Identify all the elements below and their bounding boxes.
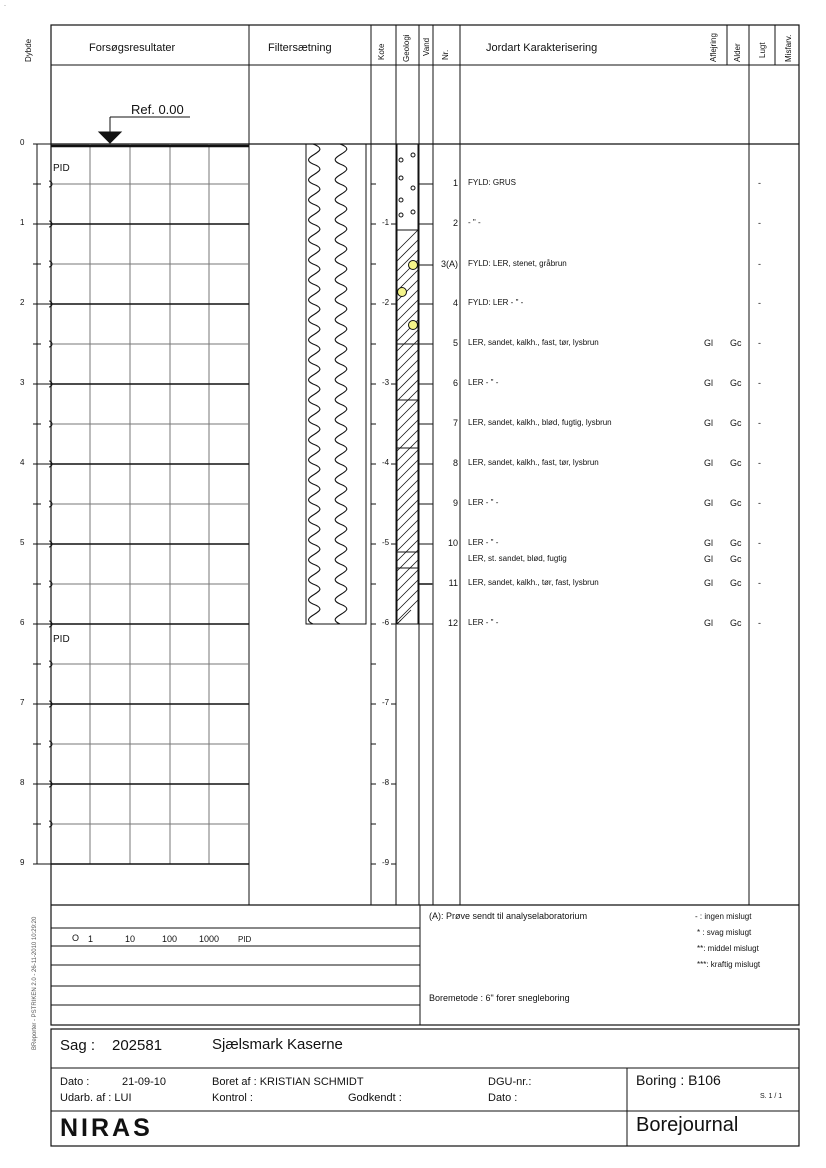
misfarv-header: Misfarv. bbox=[784, 34, 793, 62]
clay-hatch bbox=[397, 440, 418, 461]
legend-middel: **: middel mislugt bbox=[697, 944, 759, 953]
sample-aflejring: Gl bbox=[704, 578, 713, 588]
sample-number: 3(A) bbox=[440, 259, 458, 269]
pid-scale-tick-100: 100 bbox=[162, 934, 178, 944]
clay-hatch bbox=[397, 450, 418, 471]
clay-hatch bbox=[397, 600, 418, 621]
depth-tick-label: 4 bbox=[20, 458, 25, 467]
sample-lugt: - bbox=[758, 298, 761, 308]
jordart-header: Jordart Karakterisering bbox=[486, 42, 598, 54]
sample-lugt: - bbox=[758, 578, 761, 588]
kote-tick-label: -2 bbox=[382, 298, 390, 307]
sample-description: LER, sandet, kalkh., fast, tør, lysbrun bbox=[468, 338, 599, 347]
kote-tick-label: -5 bbox=[382, 538, 390, 547]
dato-label: Dato : bbox=[60, 1076, 90, 1088]
sample-number: 8 bbox=[452, 458, 458, 468]
pid-label-top: PID bbox=[53, 163, 70, 174]
forsog-header: Forsøgsresultater bbox=[89, 42, 176, 54]
sample-aflejring: Gl bbox=[704, 618, 713, 628]
legend-svag: * : svag mislugt bbox=[697, 928, 752, 937]
sample-alder: Gc bbox=[730, 618, 742, 628]
kote-tick-label: -3 bbox=[382, 378, 390, 387]
sample-lugt: - bbox=[758, 338, 761, 348]
boret-af: Boret af : KRISTIAN SCHMIDT bbox=[212, 1076, 364, 1088]
report-stamp: BReporter - PSTRIKEN 2.0 - 26-11-2010 10:29:20 bbox=[32, 916, 38, 1050]
sample-number: 9 bbox=[452, 498, 458, 508]
sample-alder: Gc bbox=[730, 538, 742, 548]
kote-tick-label: -8 bbox=[382, 778, 390, 787]
sample-description: LER - " - bbox=[468, 498, 499, 507]
clay-hatch bbox=[397, 500, 418, 521]
clay-hatch bbox=[397, 460, 418, 481]
sample-number: 2 bbox=[452, 218, 458, 228]
boremetode: Boremetode : 6" forет snegleboring bbox=[429, 993, 570, 1003]
gravel-symbol bbox=[411, 186, 415, 190]
sample-aflejring: Gl bbox=[704, 458, 713, 468]
dato2-label: Dato : bbox=[488, 1092, 518, 1104]
clay-hatch bbox=[397, 470, 418, 491]
sample-description: FYLD: LER - " - bbox=[468, 298, 524, 307]
sag-number: 202581 bbox=[112, 1037, 163, 1054]
kote-tick-label: -7 bbox=[382, 698, 390, 707]
sample-number: 11 bbox=[448, 578, 458, 588]
sample-description: LER - " - bbox=[468, 378, 499, 387]
clay-hatch bbox=[397, 540, 418, 561]
sample-lugt: - bbox=[758, 178, 761, 188]
depth-tick-label: 0 bbox=[20, 138, 25, 147]
gravel-symbol bbox=[399, 198, 403, 202]
sample-description: LER, st. sandet, blød, fugtig bbox=[468, 554, 567, 563]
stone-symbol bbox=[409, 261, 418, 270]
depth-tick-label: 8 bbox=[20, 778, 25, 787]
clay-hatch bbox=[397, 380, 418, 401]
clay-hatch bbox=[397, 580, 418, 601]
sample-alder: Gc bbox=[730, 378, 742, 388]
sample-aflejring: Gl bbox=[704, 538, 713, 548]
gravel-symbol bbox=[411, 153, 415, 157]
sample-lugt: - bbox=[758, 458, 761, 468]
legend-kraftig: ***: kraftig mislugt bbox=[697, 960, 761, 969]
clay-hatch bbox=[397, 370, 418, 391]
lugt-header: Lugt bbox=[758, 42, 767, 58]
sample-alder: Gc bbox=[730, 578, 742, 588]
sample-number: 6 bbox=[452, 378, 458, 388]
sag-name: Sjælsmark Kaserne bbox=[212, 1036, 343, 1053]
sample-description: LER, sandet, kalkh., fast, tør, lysbrun bbox=[468, 458, 599, 467]
sample-lugt: - bbox=[758, 498, 761, 508]
kote-tick-label: -9 bbox=[382, 858, 390, 867]
alder-header: Alder bbox=[733, 43, 742, 62]
sample-alder: Gc bbox=[730, 338, 742, 348]
pid-scale-tick-1000: 1000 bbox=[199, 934, 220, 944]
clay-hatch bbox=[397, 340, 418, 361]
stone-symbol bbox=[398, 288, 407, 297]
sample-lugt: - bbox=[758, 259, 761, 269]
pid-scale-circle: O bbox=[72, 933, 80, 943]
gravel-symbol bbox=[411, 210, 415, 214]
dybde-header: Dybde bbox=[24, 38, 33, 62]
depth-tick-label: 7 bbox=[20, 698, 25, 707]
sample-number: 12 bbox=[447, 618, 458, 628]
clay-hatch bbox=[397, 510, 418, 531]
vand-header: Vand bbox=[422, 37, 431, 56]
sample-aflejring: Gl bbox=[704, 338, 713, 348]
document-title: Borejournal bbox=[636, 1114, 739, 1136]
clay-hatch bbox=[397, 400, 418, 421]
clay-hatch bbox=[397, 490, 418, 511]
sample-aflejring: Gl bbox=[704, 498, 713, 508]
sample-description: FYLD: LER, stenet, gråbrun bbox=[468, 259, 567, 268]
boring-label: Boring : B106 bbox=[636, 1072, 721, 1088]
sample-lugt: - bbox=[758, 418, 761, 428]
gravel-symbol bbox=[399, 213, 403, 217]
sample-lugt: - bbox=[758, 218, 761, 228]
sample-number: 5 bbox=[452, 338, 458, 348]
sample-description: FYLD: GRUS bbox=[468, 178, 517, 187]
clay-hatch bbox=[397, 480, 418, 501]
kote-tick-label: -1 bbox=[382, 218, 390, 227]
clay-hatch bbox=[397, 410, 418, 431]
sample-alder: Gc bbox=[730, 554, 742, 564]
pid-scale-label: PID bbox=[238, 935, 252, 944]
sample-description: LER, sandet, kalkh., tør, fast, lysbrun bbox=[468, 578, 599, 587]
clay-hatch bbox=[397, 530, 418, 551]
kote-tick-label: -6 bbox=[382, 618, 390, 627]
sample-number: 1 bbox=[452, 178, 458, 188]
sample-lugt: - bbox=[758, 378, 761, 388]
geologi-header: Geologi bbox=[402, 34, 411, 62]
stone-symbol bbox=[409, 321, 418, 330]
gravel-symbol bbox=[399, 176, 403, 180]
legend-ingen: - : ingen mislugt bbox=[695, 912, 752, 921]
depth-tick-label: 1 bbox=[20, 218, 25, 227]
filter-header: Filtersætning bbox=[268, 42, 332, 54]
page-number: S. 1 / 1 bbox=[760, 1093, 783, 1100]
clay-hatch bbox=[397, 420, 418, 441]
sample-aflejring: Gl bbox=[704, 378, 713, 388]
sag-label: Sag : bbox=[60, 1037, 96, 1054]
gravel-symbol bbox=[399, 158, 403, 162]
kote-tick-label: -4 bbox=[382, 458, 390, 467]
sample-alder: Gc bbox=[730, 498, 742, 508]
pid-scale-tick-10: 10 bbox=[125, 934, 136, 944]
clay-hatch bbox=[397, 360, 418, 381]
nr-header: Nr. bbox=[441, 49, 450, 60]
clay-hatch bbox=[397, 560, 418, 581]
ref-label: Ref. 0.00 bbox=[131, 102, 184, 117]
niras-logo: NIRAS bbox=[60, 1114, 153, 1142]
clay-hatch bbox=[397, 570, 418, 591]
clay-hatch bbox=[397, 350, 418, 371]
pid-label-bottom: PID bbox=[53, 634, 70, 645]
analysis-note: (A): Prøve sendt til analyselaboratorium bbox=[429, 911, 588, 921]
aflejring-header: Aflejring bbox=[709, 33, 718, 62]
sample-number: 7 bbox=[452, 418, 458, 428]
depth-tick-label: 9 bbox=[20, 858, 25, 867]
sample-description: LER - " - bbox=[468, 538, 499, 547]
sample-number: 10 bbox=[447, 538, 458, 548]
sample-alder: Gc bbox=[730, 458, 742, 468]
depth-tick-label: 5 bbox=[20, 538, 25, 547]
pid-scale-tick-1: 1 bbox=[88, 934, 94, 944]
udarb-label: Udarb. af : LUI bbox=[60, 1092, 132, 1104]
sample-lugt: - bbox=[758, 618, 761, 628]
depth-tick-label: 6 bbox=[20, 618, 25, 627]
dato-value: 21-09-10 bbox=[122, 1076, 167, 1088]
sample-number: 4 bbox=[452, 298, 458, 308]
sample-alder: Gc bbox=[730, 418, 742, 428]
sample-lugt: - bbox=[758, 538, 761, 548]
kote-header: Kote bbox=[377, 43, 386, 60]
sample-description: - " - bbox=[468, 218, 481, 227]
clay-hatch bbox=[397, 300, 418, 321]
corner-mark: · bbox=[4, 3, 6, 9]
sample-aflejring: Gl bbox=[704, 554, 713, 564]
clay-hatch bbox=[397, 330, 418, 351]
godkendt-label: Godkendt : bbox=[348, 1092, 402, 1104]
depth-tick-label: 2 bbox=[20, 298, 25, 307]
clay-hatch bbox=[397, 520, 418, 541]
sample-aflejring: Gl bbox=[704, 418, 713, 428]
clay-hatch bbox=[397, 230, 418, 251]
depth-tick-label: 3 bbox=[20, 378, 25, 387]
clay-hatch bbox=[397, 240, 418, 261]
clay-hatch bbox=[397, 590, 418, 611]
sample-description: LER - " - bbox=[468, 618, 499, 627]
kontrol-label: Kontrol : bbox=[212, 1092, 253, 1104]
sample-description: LER, sandet, kalkh., blød, fugtig, lysbrun bbox=[468, 418, 612, 427]
dgu-label: DGU-nr.: bbox=[488, 1076, 532, 1088]
